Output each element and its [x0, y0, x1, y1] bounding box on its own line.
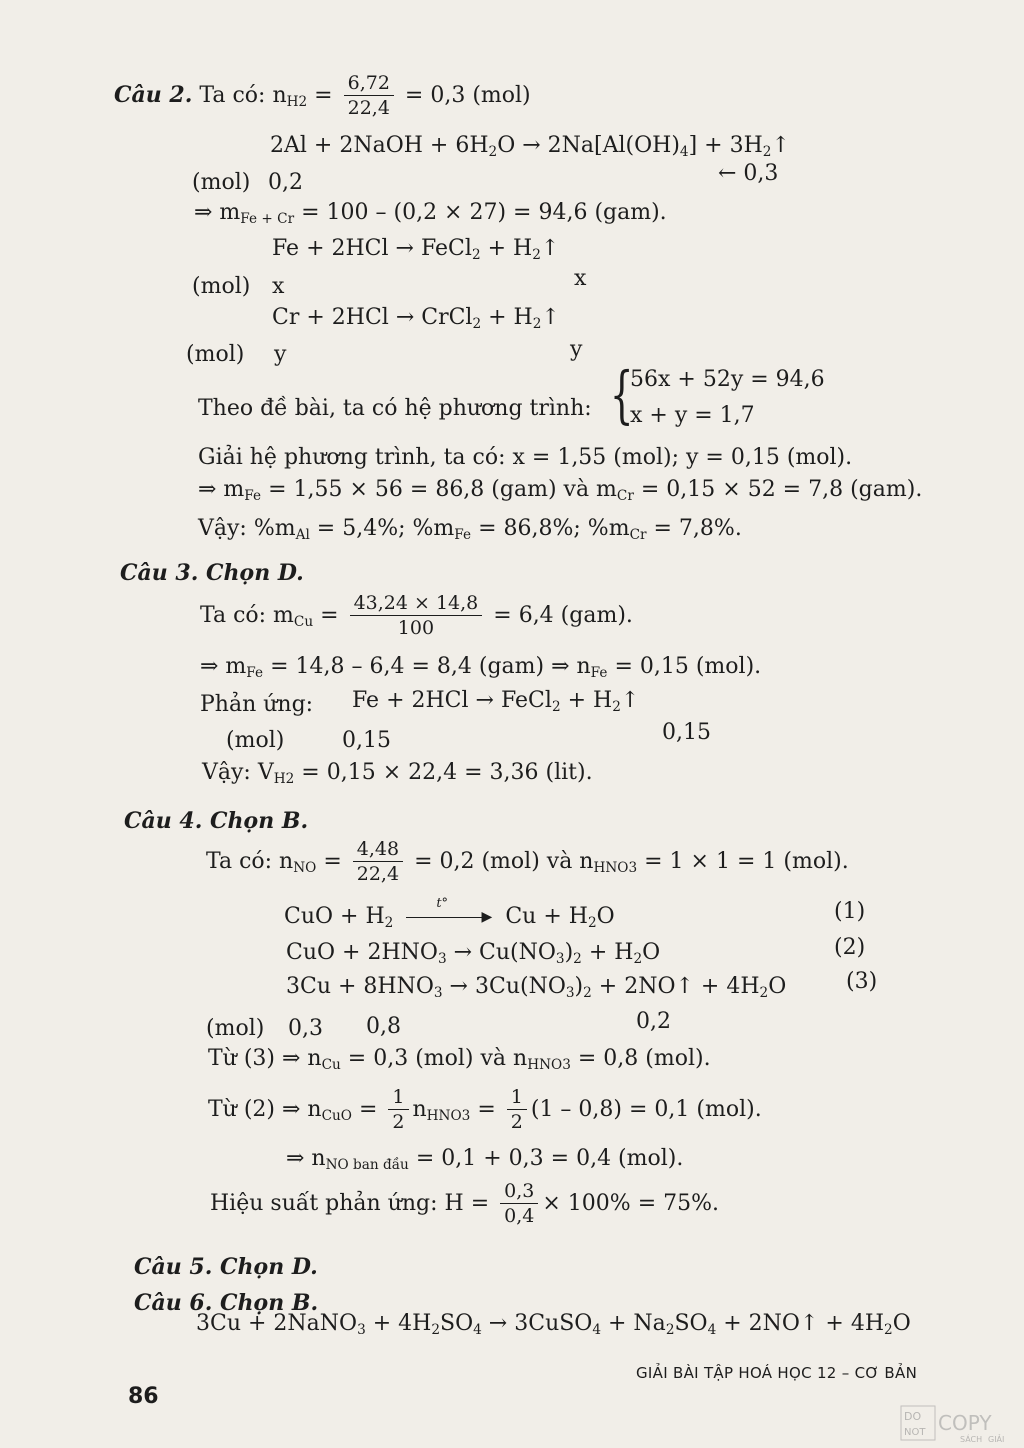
- q3-l2-c: = 0,15 (mol).: [607, 654, 762, 679]
- q4-reaction-2: CuO + $2HNO_3 \to Cu(NO_3)_2 + H_2O$: [286, 940, 661, 968]
- q4-sub-no: NO: [293, 860, 317, 877]
- q2-mfe-b: = 1,55 × 56 = 86,8 (gam) và m: [261, 477, 617, 502]
- q4-from2-hno3: HNO: [426, 1108, 462, 1125]
- q2-sub-h: H: [286, 94, 299, 111]
- q3-final-a: Vậy: V: [202, 760, 274, 785]
- q4-mol-label: (mol): [206, 1016, 265, 1041]
- q3-react-label: Phản ứng:: [200, 692, 314, 717]
- q2-mol-label-3: (mol): [186, 342, 245, 367]
- q2-r1-b: O → 2Na[Al(OH): [497, 133, 680, 158]
- q4-yield: [210, 1182, 719, 1226]
- q4-fraction: [353, 840, 403, 884]
- q4-mol-hno3: 0,8: [366, 1014, 401, 1039]
- q2-system-intro: Theo đề bài, ta có hệ phương trình:: [198, 396, 592, 421]
- q4-mol-no: 0,2: [636, 1009, 671, 1034]
- q6-eq-e: + Na: [601, 1311, 666, 1336]
- q6-eq-c: SO: [440, 1311, 474, 1336]
- q3-final-b: = 0,15 × 22,4 = 3,36 (lit).: [294, 760, 593, 785]
- q4-line-1: Ta có: $n_{NO}$ = $\frac{4,48}{22,4}$ = 0,2 (mol) và $n_{HNO3} = 1 \times 1 = 1$ (mol).: [206, 838, 849, 885]
- q3-l2-fe2: Fe: [590, 665, 608, 682]
- wm-copy: COPY: [938, 1411, 992, 1435]
- q2-pct-b: = 5,4%; %m: [309, 516, 455, 541]
- q2-system-eq1: 56x + 52y = 94,6: [630, 367, 825, 392]
- wm-sach: SÁCH: [960, 1435, 983, 1444]
- q5-heading: Câu 5. Chọn D.: [134, 1254, 318, 1280]
- q4-half-fraction-1: [388, 1088, 408, 1132]
- q4-half-fraction-2: [507, 1088, 527, 1132]
- q6-eq-h: O: [892, 1311, 911, 1336]
- q4-from2-end: (1 – 0,8) = 0,1 (mol).: [530, 1097, 762, 1122]
- q4-half-num-2: 1: [507, 1088, 527, 1110]
- q3-frac-num: 43,24 × 14,8: [350, 594, 483, 616]
- q2-pct-cr: Cr: [629, 527, 647, 544]
- q2-mol-h2: ← 0,3: [718, 161, 779, 186]
- q4-yield-a: Hiệu suất phản ứng: H =: [210, 1191, 490, 1216]
- q4-from2-n: n: [412, 1097, 427, 1122]
- q3-mol-h2: 0,15: [662, 720, 711, 745]
- do-not-copy-watermark: [900, 1404, 1018, 1444]
- q6-eq-g: + 2NO↑ + 4H: [716, 1311, 885, 1336]
- q4-r1-num: (1): [834, 899, 866, 924]
- q2-pct-c: = 86,8%; %m: [471, 516, 630, 541]
- q4-r2-b: → Cu(NO: [446, 940, 556, 965]
- q2-r3-b: + H: [481, 305, 533, 330]
- q4-from2-eq2: =: [477, 1097, 496, 1122]
- q2-mol-row-1: [192, 172, 250, 194]
- q6-eq-b: + 4H: [365, 1311, 432, 1336]
- q4-yield-fraction: [500, 1182, 538, 1226]
- q4-r1-c: O: [596, 904, 615, 929]
- q2-result: = 0,3 (mol): [404, 83, 531, 108]
- q4-r3-d: + 2NO↑ + 4H: [591, 974, 760, 999]
- q3-result: = 6,4 (gam).: [493, 603, 633, 628]
- q4-r2-c: ): [564, 940, 574, 965]
- q4-from2-a: Từ (2) ⇒ n: [208, 1097, 322, 1122]
- q4-from3-hno3: HNO: [527, 1057, 563, 1074]
- q4-r1-a: CuO + H: [284, 904, 385, 929]
- q6-eq-f: SO: [674, 1311, 708, 1336]
- q2-r3-a: Cr + 2HCl → CrCl: [272, 305, 473, 330]
- q4-r3-b: → 3Cu(NO: [442, 974, 566, 999]
- q2-mfe-c: = 0,15 × 52 = 7,8 (gam).: [633, 477, 923, 502]
- q6-heading: Câu 6. Chọn B.: [134, 1290, 319, 1316]
- q3-sub-cu: Cu: [293, 614, 314, 631]
- q4-from2-eq: =: [358, 1097, 378, 1122]
- q4-frac-den: 22,4: [356, 863, 400, 885]
- q4-heat-label: t°: [436, 896, 449, 911]
- q2-heading: Câu 2.: [114, 82, 193, 108]
- q2-sub-2: 2: [298, 94, 308, 111]
- q4-yield-num: 0,3: [500, 1182, 538, 1204]
- q4-mol-cu: 0,3: [288, 1016, 323, 1041]
- q2-eq-sign: =: [314, 83, 333, 108]
- q2-mfe-a: ⇒ m: [198, 477, 245, 502]
- q2-mol-x2: x: [574, 266, 587, 291]
- q2-mol-label-1: (mol): [192, 170, 251, 195]
- q2-mol-y2: y: [570, 337, 583, 362]
- q4-r2-e: O: [642, 940, 661, 965]
- q4-r2-num: (2): [834, 935, 866, 960]
- q2-mol-x: x: [272, 274, 285, 299]
- q2-mcr-sub: Cr: [616, 488, 634, 505]
- q3-l2-fe: Fe: [246, 665, 264, 682]
- q4-from-3: Từ (3) ⇒ $n_{Cu} = 0,3$ (mol) và $n_{HNO3} = 0,8$ (mol).: [208, 1046, 711, 1074]
- q4-from-2: Từ (2) ⇒ $n_{CuO}$ = $\frac{1}{2}$ $n_{HNO3}$ = $\frac{1}{2}$ (1 – 0,8) = 0,1 (mol).: [208, 1086, 762, 1133]
- q4-yield-b: × 100% = 75%.: [542, 1191, 720, 1216]
- q2-mass-line: [194, 200, 667, 228]
- q4-mid: = 0,2 (mol) và n: [414, 849, 594, 874]
- q4-from3-c: = 0,8 (mol).: [570, 1046, 711, 1071]
- q2-r1-c: ] + 3H: [688, 133, 763, 158]
- q4-nno-b: = 0,1 + 0,3 = 0,4 (mol).: [408, 1146, 684, 1171]
- q2-mol-al: 0,2: [268, 170, 303, 195]
- q2-mol-y: y: [274, 342, 287, 367]
- q4-r2-d: + H: [581, 940, 634, 965]
- q2-frac-num: 6,72: [344, 74, 394, 96]
- q2-mol-label-2: (mol): [192, 274, 251, 299]
- system-brace: {: [609, 358, 634, 431]
- q2-reaction-cr: Cr + 2HCl → CrCl$_2$ + $H_2↑$: [272, 305, 560, 333]
- q3-react-b: + H: [560, 688, 613, 713]
- q4-r3-e: O: [768, 974, 787, 999]
- q3-react-a: Fe + 2HCl → FeCl: [352, 688, 552, 713]
- q4-r3-num: (3): [846, 969, 878, 994]
- q6-eq-d: → 3CuSO: [481, 1311, 593, 1336]
- q6-eq-a: 3Cu + 2NaNO: [196, 1311, 358, 1336]
- q4-nno-sub: NO ban đầu: [325, 1157, 409, 1174]
- heat-arrow-icon: t° ▶: [406, 911, 492, 923]
- q2-pct-al: Al: [295, 527, 310, 544]
- q4-sub-hno3: HNO: [593, 860, 629, 877]
- q3-l2-b: = 14,8 – 6,4 = 8,4 (gam) ⇒ n: [263, 654, 591, 679]
- q2-percent: [198, 516, 742, 544]
- q4-from3-a: Từ (3) ⇒ n: [208, 1046, 322, 1071]
- q2-fraction: [344, 74, 394, 118]
- q2-pct-fe: Fe: [454, 527, 472, 544]
- q4-half-den-2: 2: [510, 1111, 523, 1133]
- q3-intro: Ta có: m: [200, 603, 294, 628]
- q4-from3-cu: Cu: [321, 1057, 341, 1074]
- q4-yield-den: 0,4: [504, 1205, 535, 1227]
- q2-pct-a: Vậy: %m: [198, 516, 296, 541]
- q4-half-num-1: 1: [388, 1088, 408, 1110]
- q3-frac-den: 100: [397, 617, 435, 639]
- q2-system-eq2: x + y = 1,7: [630, 403, 755, 428]
- q3-heading: Câu 3. Chọn D.: [120, 560, 304, 586]
- q4-nno-a: ⇒ n: [286, 1146, 326, 1171]
- q4-reaction-3: $3Cu + 8HNO_3 \to 3Cu(NO_3)_2$ + 2NO↑ + $4H_2O$: [286, 974, 787, 1002]
- wm-do: DO: [904, 1410, 922, 1423]
- q2-mass-rest: = 100 – (0,2 × 27) = 94,6 (gam).: [294, 200, 667, 225]
- q4-reaction-1: CuO + $H_2$ t° ▶ $Cu + H_2O$: [284, 896, 615, 932]
- q3-final: Vậy: $V_{H2} = 0,15 \times 22,4 = 3,36$ (lit).: [202, 760, 593, 788]
- q3-line-1: Ta có: $m_{Cu}$ = $\frac{43,24 \times 14,8}{100}$ = 6,4 (gam).: [200, 592, 633, 639]
- q3-fraction: [350, 594, 483, 638]
- q2-mass-a: ⇒ m: [194, 200, 241, 225]
- q3-l2-a: ⇒ m: [200, 654, 247, 679]
- q4-nno: [286, 1146, 684, 1174]
- q2-r1-a: 2Al + 2NaOH + 6H: [270, 133, 489, 158]
- wm-giai: GIẢI: [988, 1435, 1005, 1444]
- q2-mass-fe-cr: [198, 477, 923, 505]
- q2-reaction-1: 2Al + 2NaOH + $6H_2O \to 2Na[Al(OH)_4]$ + $3H_2↑$: [270, 133, 790, 161]
- q4-intro: Ta có: n: [206, 849, 294, 874]
- q2-mfe-sub: Fe: [244, 488, 262, 505]
- q4-r1-b: Cu + H: [505, 904, 588, 929]
- q3-mol-fe: 0,15: [342, 728, 391, 753]
- q4-frac-num: 4,48: [353, 840, 403, 862]
- wm-not: NOT: [904, 1427, 926, 1438]
- q2-intro: Ta có: n: [199, 83, 287, 108]
- q2-mass-sub: Fe + Cr: [240, 211, 295, 228]
- q4-from2-cuo: CuO: [321, 1108, 352, 1125]
- q2-r2-b: + H: [480, 236, 533, 261]
- q4-heading: Câu 4. Chọn B.: [124, 808, 309, 834]
- q4-from3-b: = 0,3 (mol) và n: [340, 1046, 528, 1071]
- q4-r3-c: ): [574, 974, 584, 999]
- q6-equation: 3Cu + 2NaNO$_3$ + $4H_2SO_4$ → 3CuSO$_4$ + $Na_2SO_4$ + 2NO↑ + $4H_2O$: [196, 1311, 911, 1339]
- page-number: 86: [128, 1384, 159, 1409]
- q4-half-den-1: 2: [392, 1111, 405, 1133]
- q3-line-2: [200, 654, 762, 682]
- q2-reaction-fe: Fe + 2HCl → FeCl$_2$ + $H_2↑$: [272, 236, 560, 264]
- book-title: GIẢI BÀI TẬP HOÁ HỌC 12 – CƠ BẢN: [636, 1364, 918, 1382]
- q3-mol-label: (mol): [226, 728, 285, 753]
- q2-line-1: [114, 74, 531, 118]
- q2-solve: Giải hệ phương trình, ta có: x = 1,55 (mol); y = 0,15 (mol).: [198, 445, 853, 470]
- q2-frac-den: 22,4: [347, 97, 390, 119]
- q4-r2-a: CuO + 2HNO: [286, 940, 438, 965]
- q2-r2-a: Fe + 2HCl → FeCl: [272, 236, 472, 261]
- q3-reaction: Fe + 2HCl → FeCl$_2$ + $H_2↑$: [352, 688, 640, 716]
- q2-pct-d: = 7,8%.: [646, 516, 742, 541]
- q3-final-sub: H: [273, 771, 286, 788]
- q4-r3-a: 3Cu + 8HNO: [286, 974, 434, 999]
- q4-end: = 1 × 1 = 1 (mol).: [637, 849, 849, 874]
